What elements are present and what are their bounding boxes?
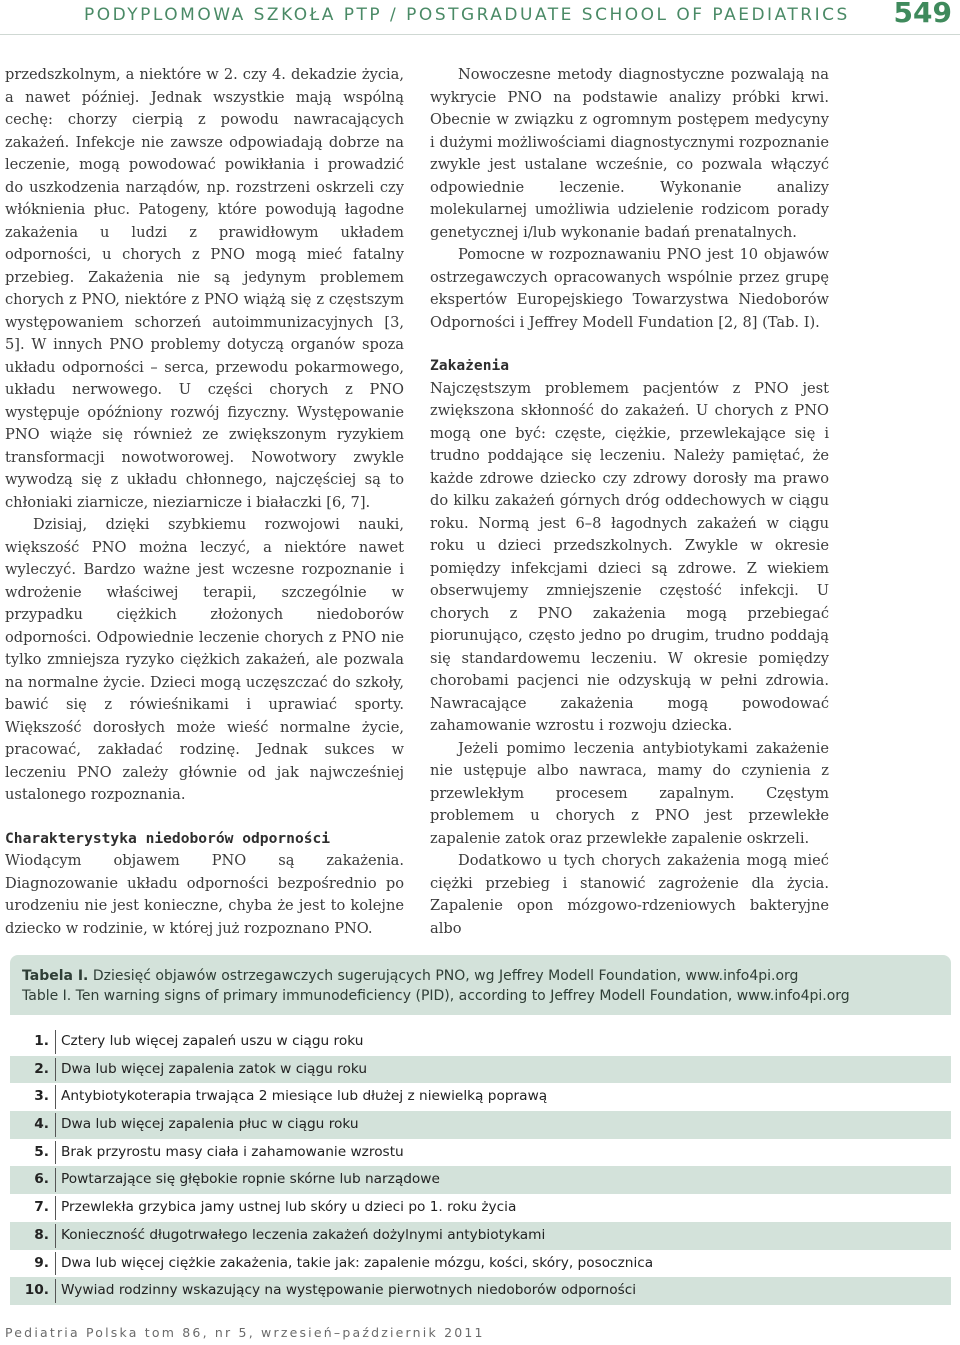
page-number: 549 <box>893 0 952 29</box>
table-caption <box>10 955 951 1015</box>
row-divider <box>55 1224 56 1248</box>
row-divider <box>55 1279 56 1303</box>
row-text: Cztery lub więcej zapaleń uszu w ciągu roku <box>61 1033 364 1049</box>
right-paragraph-2: Pomocne w rozpoznawaniu PNO jest 10 objawów ostrzegawczych opracowanych wspólnie przez grupę ekspertów Europejskiego Towarzystwa Niedoborów Odporności i Jeffrey Modell Fundation [2, 8] (Tab. I). <box>430 246 829 331</box>
table-row <box>10 1083 951 1111</box>
right-column <box>430 64 829 940</box>
section-heading-infections: Zakażenia <box>430 357 510 374</box>
row-text: Przewlekła grzybica jamy ustnej lub skóry u dzieci po 1. roku życia <box>61 1199 517 1216</box>
page-footer: Pediatria Polska tom 86, nr 5, wrzesień–październik 2011 <box>5 1325 485 1340</box>
row-number: 4. <box>34 1116 49 1133</box>
row-divider <box>55 1058 56 1082</box>
table-caption-english: Table I. Ten warning signs of primary immunodeficiency (PID), according to Jeffrey Modell Foundation, www.info4pi.org <box>22 988 850 1004</box>
table-row <box>10 1166 951 1194</box>
table-rows <box>10 1028 951 1305</box>
row-number: 5. <box>34 1143 49 1160</box>
table-row <box>10 1139 951 1167</box>
row-text: Dwa lub więcej zapalenia zatok w ciągu roku <box>61 1060 368 1077</box>
row-number: 3. <box>34 1088 49 1105</box>
left-paragraph-1: przedszkolnym, a niektóre w 2. czy 4. dekadzie życia, a nawet później. Jednak wszystkie mają wspólną cechę: chorzy cierpią z powodu nawracających zakażeń. Infekcje nie zawsze odpowiadają dobrze na leczenie, mogą powodować powikłania i prowadzić do uszkodzenia narządów, np. rozstrzeni oskrzeli czy włóknienia płuc. Patogeny, które powodują łagodne zakażenia u ludzi z prawidłowym układem odporności, u chorych z PNO mogą mieć fatalny przebieg. Zakażenia nie są jedynym problemem chorych z PNO, niektóre z PNO wiążą się z częstszym występowaniem schorzeń autoimmunizacyjnych [3, 5]. W innych PNO problemy dotyczą organów spoza układu odporności – serca, przewodu pokarmowego, układu nerwowego. U części chorych z PNO występuje opóźniony rozwój fizyczny. Występowanie PNO wiąże się również ze zwiększonym ryzykiem transformacji nowotworowej. Nowotwory zwykle wywodzą się z układu chłonnego, najczęściej są to chłoniaki ziarnicze, nieziarnicze i białaczki [6, 7]. <box>5 66 404 511</box>
table-caption-pl-text: Dziesięć objawów ostrzegawczych sugerujących PNO, wg Jeffrey Modell Foundation, www.info4pi.org <box>92 968 799 984</box>
warning-signs-table <box>10 955 951 1310</box>
row-divider <box>55 1085 56 1109</box>
row-text: Konieczność długotrwałego leczenia zakażeń dożylnymi antybiotykami <box>61 1226 546 1243</box>
row-number: 2. <box>34 1060 49 1077</box>
table-caption-polish <box>22 966 951 986</box>
section-heading-characteristics: Charakterystyka niedoborów odporności <box>5 829 331 847</box>
row-text: Wywiad rodzinny wskazujący na występowanie pierwotnych niedoborów odporności <box>61 1282 637 1299</box>
table-row <box>10 1250 951 1278</box>
row-text: Powtarzające się głębokie ropnie skórne lub narządowe <box>61 1171 440 1188</box>
right-paragraph-3: Najczęstszym problemem pacjentów z PNO jest zwiększona skłonność do zakażeń. U chorych z PNO mogą one być: częste, ciężkie, przewlekające się i trudno poddające się leczeniu. Należy pamiętać, że każde zdrowe dziecko czy zdrowy dorosły ma prawo do kilku zakażeń górnych dróg oddechowych w ciągu roku. Normą jest 6–8 łagodnych zakażeń w ciągu roku u dzieci przedszkolnych. Zwykle w okresie pomiędzy infekcjami dzieci są zdrowe. Z wiekiem obserwujemy zmniejszenie częstość infekcji. U chorych z PNO zakażenia mogą przebiegać piorunująco, często jedno po drugim, trudno poddają się standardowemu leczeniu. W okresie pomiędzy chorobami pacjenci nie odzyskują w pełni zdrowia. Nawracające zakażenia mogą powodować zahamowanie wzrostu i rozwoju dziecka. <box>430 379 829 734</box>
table-row <box>10 1194 951 1222</box>
section-spacer <box>430 334 829 355</box>
row-divider <box>55 1113 56 1137</box>
row-divider <box>55 1141 56 1165</box>
right-paragraph-5: Dodatkowo u tych chorych zakażenia mogą mieć ciężki przebieg i stanowić zagrożenie dla życia. Zapalenie opon mózgowo-rdzeniowych bakteryjne albo <box>430 852 829 937</box>
left-column <box>5 64 404 940</box>
right-paragraph-4: Jeżeli pomimo leczenia antybiotykami zakażenie nie ustępuje albo nawraca, mamy do czynienia z przewlekłym procesem zapalnym. Częstym problemem u chorych z PNO jest przewlekłe zapalenie zatok oraz przewlekłe zapalenie oskrzeli. <box>430 739 829 847</box>
row-number: 7. <box>34 1199 49 1216</box>
table-row <box>10 1277 951 1305</box>
row-number: 1. <box>34 1033 49 1049</box>
table-row <box>10 1111 951 1139</box>
row-number: 10. <box>24 1282 49 1299</box>
table-row <box>10 1028 951 1056</box>
right-paragraph-1: Nowoczesne metody diagnostyczne pozwalają na wykrycie PNO na podstawie analizy próbki krwi. Obecnie w związku z ogromnym postępem medycyny i dużymi możliwościami diagnostycznymi rozpoznanie zwykle jest ustalane wcześnie, co pozwala włączyć odpowiednie leczenie. Wykonanie analizy molekularnej umożliwia udzielenie rodzicom porady genetycznej i/lub wykonanie badań prenatalnych. <box>430 66 829 241</box>
table-row <box>10 1056 951 1084</box>
row-divider <box>55 1252 56 1276</box>
row-divider <box>55 1030 56 1054</box>
row-text: Dwa lub więcej ciężkie zakażenia, takie jak: zapalenie mózgu, kości, skóry, posocznica <box>61 1254 654 1271</box>
row-text: Brak przyrostu masy ciała i zahamowanie wzrostu <box>61 1143 404 1160</box>
row-number: 9. <box>34 1254 49 1271</box>
section-spacer <box>5 807 404 828</box>
left-paragraph-2: Dzisiaj, dzięki szybkiemu rozwojowi nauki, większość PNO można leczyć, a niektóre nawet wyleczyć. Bardzo ważne jest wczesne rozpoznanie i wdrożenie właściwej terapii, szczególnie w przypadku ciężkich złożonych niedoborów odporności. Odpowiednie leczenie chorych z PNO nie tylko zmniejsza ryzyko ciężkich zakażeń, ale pozwala na normalne życie. Dzieci mogą uczęszczać do szkoły, bawić się z rówieśnikami i uprawiać sporty. Większość dorosłych może wieść normalne życie, pracować, zakładać rodzinę. Jednak sukces w leczeniu PNO zależy głównie od jak najwcześniej ustalonego rozpoznania. <box>5 516 404 803</box>
journal-section-title: PODYPLOMOWA SZKOŁA PTP / POSTGRADUATE SCHOOL OF PAEDIATRICS <box>84 5 850 25</box>
left-paragraph-3: Wiodącym objawem PNO są zakażenia. Diagnozowanie układu odporności bezpośrednio po urodzeniu nie jest konieczne, chyba że jest to kolejne dziecko w rodzinie, w której już rozpoznano PNO. <box>5 852 404 937</box>
row-text: Antybiotykoterapia trwająca 2 miesiące lub dłużej z niewielką poprawą <box>61 1088 548 1105</box>
row-divider <box>55 1168 56 1192</box>
row-text: Dwa lub więcej zapalenia płuc w ciągu roku <box>61 1116 359 1133</box>
row-number: 6. <box>34 1171 49 1188</box>
row-divider <box>55 1196 56 1220</box>
table-row <box>10 1222 951 1250</box>
table-label: Tabela I. <box>22 968 89 984</box>
page-header <box>0 0 960 35</box>
row-number: 8. <box>34 1226 49 1243</box>
